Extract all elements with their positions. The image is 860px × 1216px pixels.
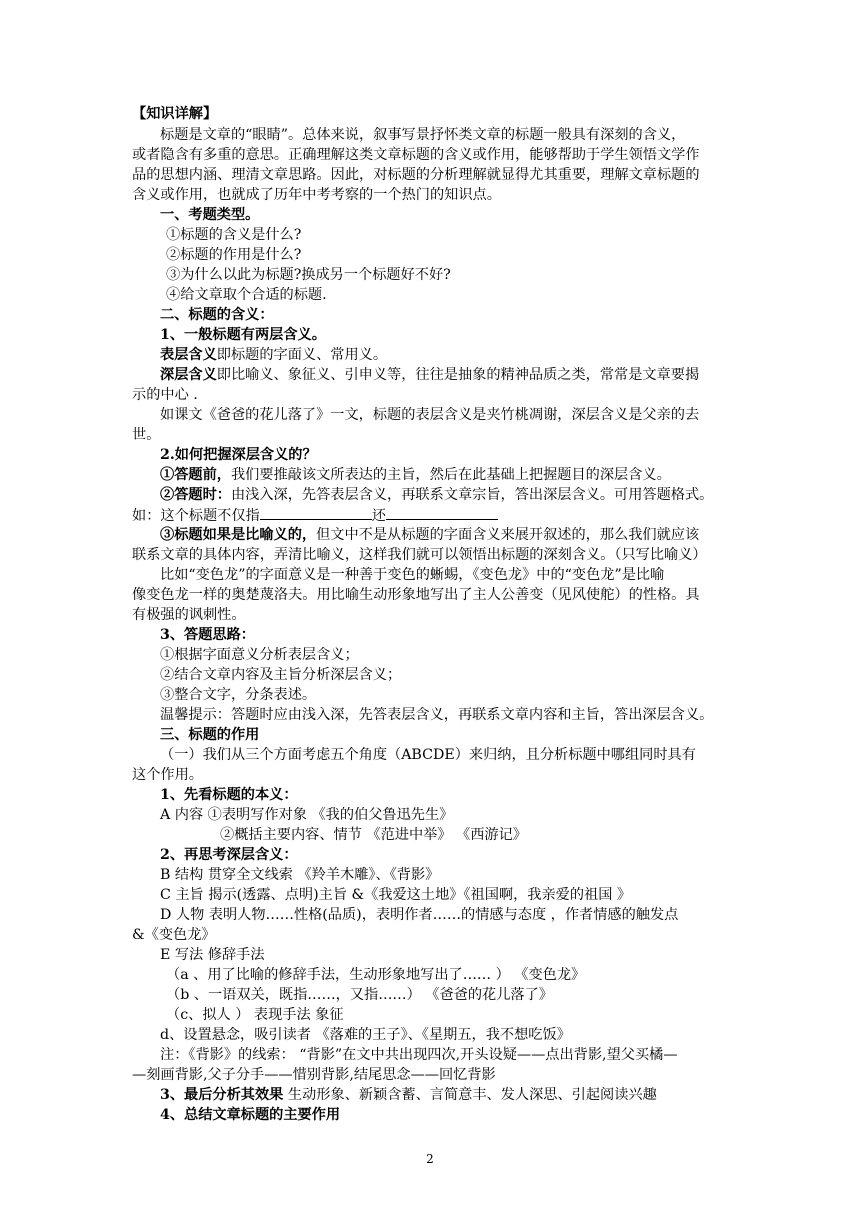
- step-label: 3、最后分析其效果: [160, 1087, 284, 1103]
- list-item: B 结构 贯穿全文线索 《羚羊木雕》、《背影》: [160, 867, 440, 883]
- list-item: ③整合文字，分条表述。: [160, 687, 317, 703]
- list-item: d、设置悬念，吸引读者 《落难的王子》、《星期五，我不想吃饭》: [160, 1027, 571, 1043]
- list-item: （a 、用了比喻的修辞手法，生动形象地写出了…… ） 《变色龙》: [166, 967, 586, 983]
- list-item: E 写法 修辞手法: [160, 947, 265, 963]
- heading: 一、考题类型。: [160, 207, 260, 223]
- fill-blank: [386, 505, 498, 520]
- paragraph-line: 世。: [132, 427, 161, 443]
- format-text: 还: [371, 508, 386, 524]
- format-text: 如：这个标题不仅指: [132, 508, 260, 524]
- list-item: ②结合文章内容及主旨分析深层含义；: [160, 667, 402, 683]
- list-item: A 内容 ①表明写作对象 《我的伯父鲁迅先生》: [160, 807, 454, 823]
- list-item: ③为什么以此为标题?换成另一个标题好不好?: [166, 267, 451, 283]
- paragraph-line: 品的思想内涵、理清文章思路。因此，对标题的分析理解就显得尤其重要，理解文章标题的: [132, 167, 700, 183]
- paragraph-line: [160, 525, 760, 545]
- list-item: ②标题的作用是什么?: [166, 247, 302, 263]
- subheading: 4、总结文章标题的主要作用: [160, 1107, 341, 1123]
- tip-line: 温馨提示：答题时应由浅入深，先答表层含义，再联系文章内容和主旨，答出深层含义。: [160, 707, 714, 723]
- step-label: ③标题如果是比喻义的，: [160, 527, 317, 543]
- step-label: ②答题时：: [160, 487, 231, 503]
- paragraph-line: [160, 345, 760, 365]
- subheading: 2.如何把握深层含义的？: [160, 447, 317, 463]
- step-text: 生动形象、新颖含蓄、言简意丰、发人深思、引起阅读兴趣: [283, 1087, 657, 1103]
- subheading: 1、先看标题的本义：: [160, 787, 298, 803]
- paragraph-line: 有极强的讽刺性。: [132, 607, 246, 623]
- paragraph-line: [160, 365, 760, 385]
- step-label: ①答题前，: [160, 467, 231, 483]
- list-item: ①根据字面意义分析表层含义；: [160, 647, 359, 663]
- paragraph-line: 示的中心 .: [132, 387, 198, 403]
- list-item: ②概括主要内容、情节 《范进中举》 《西游记》: [220, 827, 527, 843]
- answer-format-line: [132, 505, 732, 526]
- step-text: 由浅入深，先答表层含义，再联系文章宗旨，答出深层含义。可用答题格式。: [230, 487, 714, 503]
- paragraph-line: 含义或作用，也就成了历年中考考察的一个热门的知识点。: [132, 187, 501, 203]
- step-text: 我们要推敲该文所表达的主旨，然后在此基础上把握题目的深层含义。: [230, 467, 671, 483]
- fill-blank: [260, 505, 372, 520]
- list-item: D 人物 表明人物……性格(品质)，表明作者……的情感与态度 ，作者情感的触发点: [160, 907, 679, 923]
- term-text: 即比喻义、象征义、引申义等，往往是抽象的精神品质之类，常常是文章要揭: [216, 367, 700, 383]
- list-item: （b 、一语双关，既指……，又指……） 《爸爸的花儿落了》: [166, 987, 553, 1003]
- list-item: （c、拟人 ） 表现手法 象征: [166, 1007, 344, 1023]
- paragraph-line: [160, 465, 760, 485]
- term-text: 即标题的字面义、常用义。: [216, 347, 388, 363]
- paragraph-line: 如课文《爸爸的花儿落了》一文，标题的表层含义是夹竹桃凋谢，深层含义是父亲的去: [160, 407, 700, 423]
- list-item: C 主旨 揭示(透露、点明)主旨 &《我爱这土地》《祖国啊，我亲爱的祖国 》: [160, 887, 632, 903]
- list-item: &《变色龙》: [132, 927, 216, 943]
- list-item: ④给文章取个合适的标题.: [166, 287, 327, 303]
- paragraph-line: [160, 1085, 760, 1105]
- paragraph-line: 比如“变色龙”的字面意义是一种善于变色的蜥蜴，《变色龙》中的“变色龙”是比喻: [160, 567, 665, 583]
- list-item: ①标题的含义是什么?: [166, 227, 302, 243]
- paragraph-line: 或者隐含有多重的意思。正确理解这类文章标题的含义或作用，能够帮助于学生领悟文学作: [132, 147, 700, 163]
- page-number: 2: [426, 1152, 434, 1166]
- note-line: —刻画背影,父子分手——惜别背影,结尾思念——回忆背影: [132, 1067, 496, 1083]
- note-line: 注：《背影》的线索： “背影”在文中共出现四次,开头设疑——点出背影,望父买橘—: [160, 1047, 678, 1063]
- paragraph-line: （一）我们从三个方面考虑五个角度（ABCDE）来归纳，且分析标题中哪组同时具有: [160, 747, 696, 763]
- paragraph-line: [160, 485, 760, 505]
- paragraph-line: 联系文章的具体内容，弄清比喻义，这样我们就可以领悟出标题的深刻含义。（只写比喻义）: [132, 547, 707, 563]
- paragraph-line: 标题是文章的“眼睛”。总体来说，叙事写景抒怀类文章的标题一般具有深刻的含义，: [160, 127, 686, 143]
- section-heading: 【知识详解】: [132, 106, 218, 122]
- heading: 二、标题的含义：: [160, 307, 274, 323]
- step-text: 但文中不是从标题的字面含义来展开叙述的，那么我们就应该: [316, 527, 700, 543]
- subheading: 2、再思考深层含义：: [160, 847, 298, 863]
- term-label: 表层含义: [160, 347, 217, 363]
- paragraph-line: 像变色龙一样的奥楚蔑洛夫。用比喻生动形象地写出了主人公善变（见风使舵）的性格。具: [132, 587, 700, 603]
- subheading: 1、一般标题有两层含义。: [160, 327, 326, 343]
- paragraph-line: 这个作用。: [132, 767, 203, 783]
- heading: 三、标题的作用: [160, 727, 260, 743]
- term-label: 深层含义: [160, 367, 217, 383]
- subheading: 3、答题思路：: [160, 627, 255, 643]
